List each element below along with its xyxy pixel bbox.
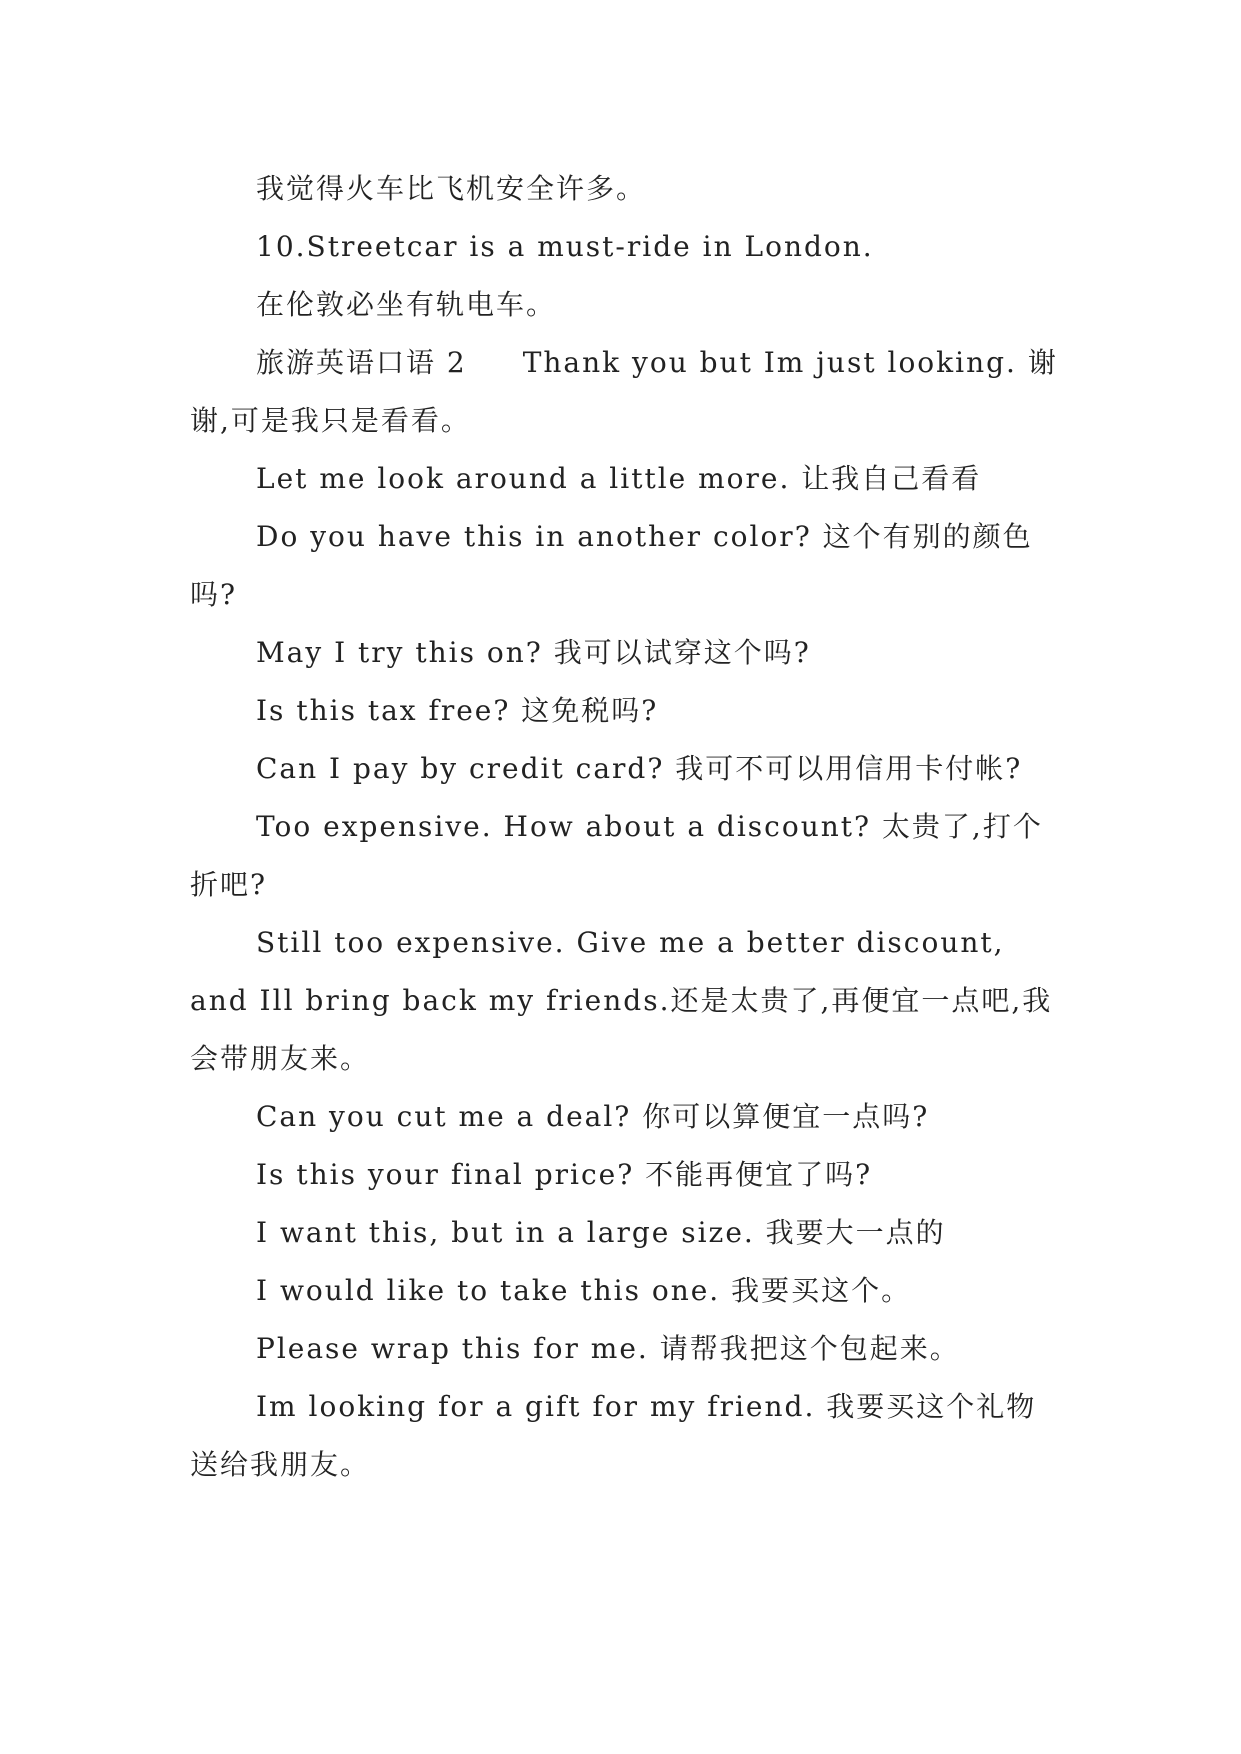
- paragraph-5: Do you have this in another color? 这个有别的颜色吗?: [190, 520, 1033, 611]
- section-heading: 旅游英语口语 2: [256, 346, 467, 379]
- paragraph-12: Is this your final price? 不能再便宜了吗?: [256, 1158, 873, 1191]
- paragraph-2: 10.Streetcar is a must-ride in London.: [256, 230, 874, 263]
- section-paragraph: [190, 334, 1060, 450]
- paragraph-4: Let me look around a little more. 让我自己看看: [256, 462, 982, 495]
- document-body: [190, 160, 1060, 1494]
- paragraph-13: I want this, but in a large size. 我要大一点的: [256, 1216, 946, 1249]
- paragraph-1: 我觉得火车比飞机安全许多。: [256, 172, 647, 205]
- paragraph-10: Still too expensive. Give me a better discount, and Ill bring back my friends.还是太贵了,再便宜一点吧,我会带朋友来。: [190, 926, 1053, 1075]
- section-first-line: Thank you but Im just looking. 谢谢,可是我只是看看。: [190, 346, 1058, 437]
- paragraph-7: Is this tax free? 这免税吗?: [256, 694, 659, 727]
- paragraph-16: Im looking for a gift for my friend. 我要买这个礼物送给我朋友。: [190, 1390, 1037, 1481]
- paragraph-11: Can you cut me a deal? 你可以算便宜一点吗?: [256, 1100, 930, 1133]
- paragraph-14: I would like to take this one. 我要买这个。: [256, 1274, 912, 1307]
- paragraph-15: Please wrap this for me. 请帮我把这个包起来。: [256, 1332, 960, 1365]
- paragraph-9: Too expensive. How about a discount? 太贵了,打个折吧?: [190, 810, 1043, 901]
- paragraph-3: 在伦敦必坐有轨电车。: [256, 288, 557, 321]
- paragraph-6: May I try this on? 我可以试穿这个吗?: [256, 636, 811, 669]
- paragraph-8: Can I pay by credit card? 我可不可以用信用卡付帐?: [256, 752, 1023, 785]
